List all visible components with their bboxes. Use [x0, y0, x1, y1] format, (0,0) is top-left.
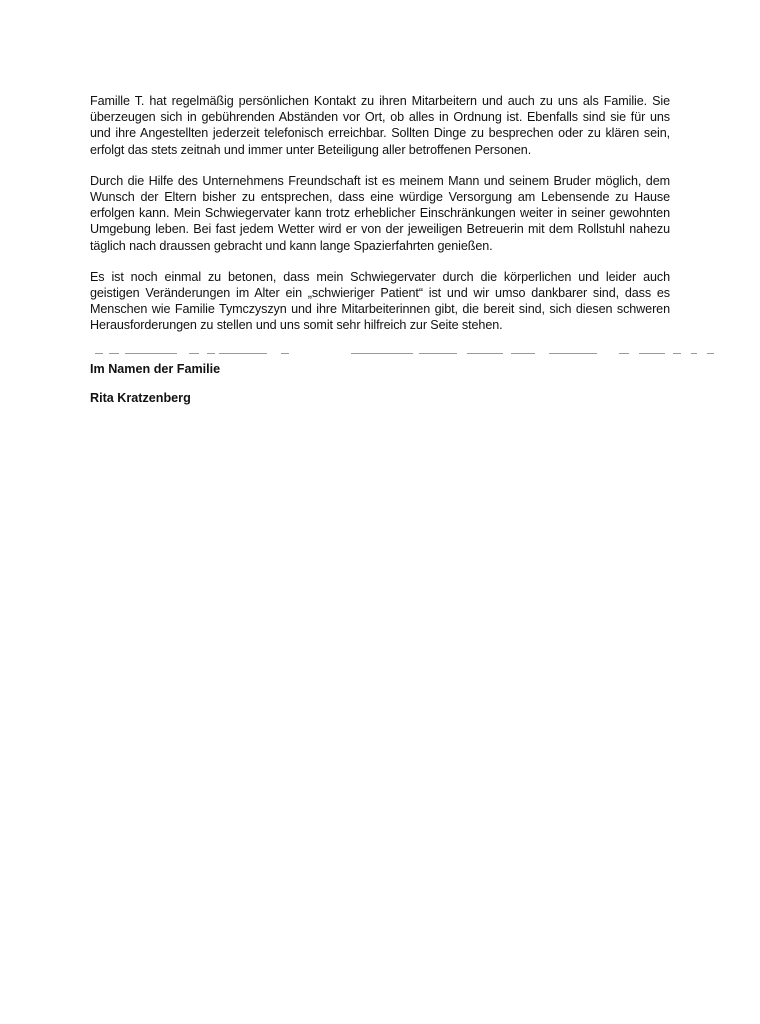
paragraph-care-at-home: Durch die Hilfe des Unternehmens Freundschaft ist es meinem Mann und seinem Bruder möglich, dem Wunsch der Eltern bisher zu entsprechen, dass eine würdige Versorgung am Lebensende zu Hause erfolgen kann. Mein Schwiegervater kann trotz erheblicher Einschränkungen weiter in seiner gewohnten Umgebung leben. Bei fast jedem Wetter wird er von der jeweiligen Betreuerin mit dem Rollstuhl nahezu täglich nach draussen gebracht und kann lange Spazierfahrten genießen. — [90, 173, 670, 253]
letter-body — [90, 93, 670, 349]
scan-artifact-line — [95, 351, 715, 357]
closing-line: Im Namen der Familie — [90, 362, 221, 376]
paragraph-gratitude: Es ist noch einmal zu betonen, dass mein Schwiegervater durch die körperlichen und leider auch geistigen Veränderungen im Alter ein „schwieriger Patient“ ist und wir umso dankbarer sind, dass es Menschen wie Familie Tymczyszyn und ihre Mitarbeiterinnen gibt, die bereit sind, sich diesen schweren Herausforderungen zu stellen und uns somit sehr hilfreich zur Seite stehen. — [90, 269, 670, 333]
letter-closing — [90, 361, 490, 406]
signature-name: Rita Kratzenberg — [90, 391, 191, 405]
paragraph-contact: Famille T. hat regelmäßig persönlichen Kontakt zu ihren Mitarbeitern und auch zu uns als Familie. Sie überzeugen sich in gebührenden Abständen vor Ort, ob alles in Ordnung ist. Ebenfalls sind sie für uns und ihre Angestellten jederzeit telefonisch erreichbar. Sollten Dinge zu besprechen oder zu klären sein, erfolgt das stets zeitnah und immer unter Beteiligung aller betroffenen Personen. — [90, 94, 670, 157]
